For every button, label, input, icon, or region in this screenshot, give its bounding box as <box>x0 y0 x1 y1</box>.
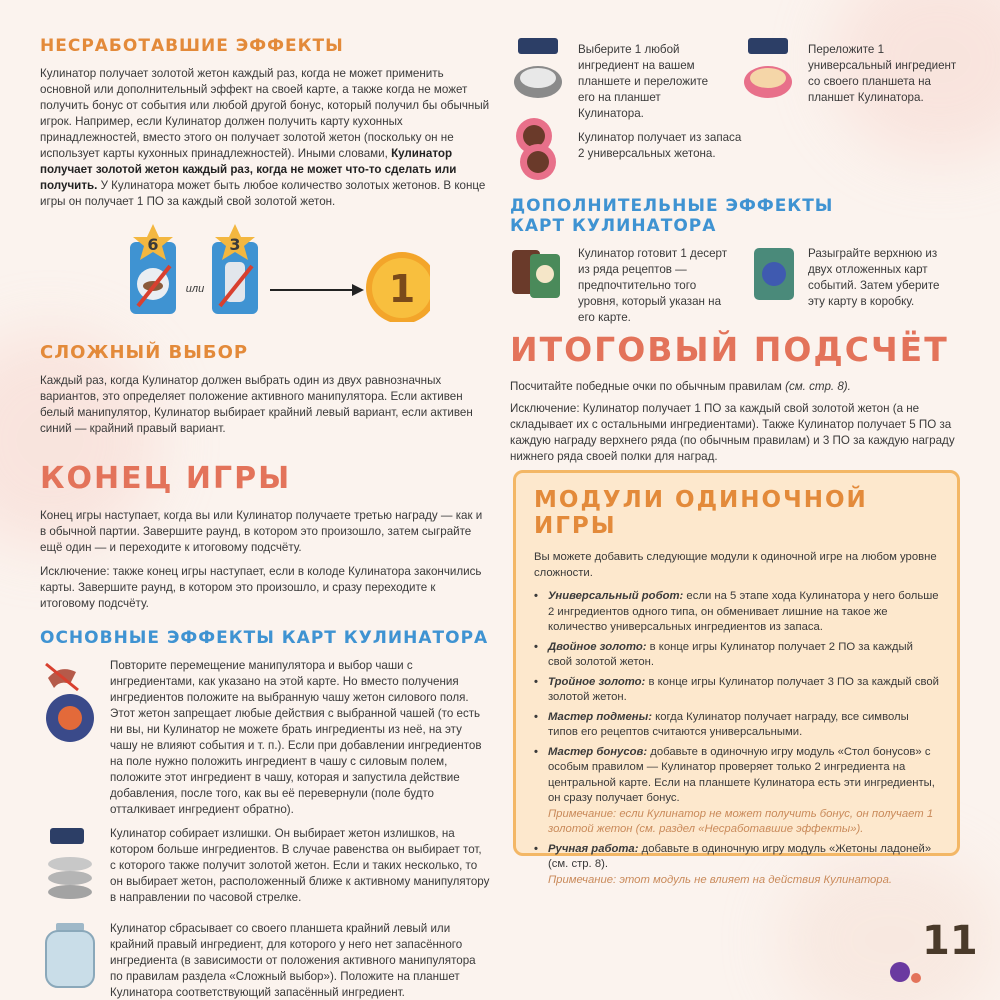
module-item <box>534 640 939 671</box>
solo-modules-title: МОДУЛИ ОДИНОЧНОЙ ИГРЫ <box>534 487 868 539</box>
module-item <box>534 589 939 636</box>
module-name: Двойное золото: <box>548 640 647 653</box>
manipulator-plate-icon <box>510 38 566 102</box>
module-text: добавьте в одиночную игру модуль «Жетоны ладоней» (см. стр. 8). <box>548 842 932 870</box>
universal-tokens-icon <box>510 116 566 186</box>
module-text: когда Кулинатор получает награду, все символы типов его рецептов считаются универсальными. <box>548 710 909 738</box>
text-span: У Кулинатора может быть любое количество золотых жетонов. В конце игры он получает 1 ПО за каждый свой золотой жетон. <box>40 179 486 208</box>
module-name: Мастер бонусов: <box>548 745 648 758</box>
top-effect-icon-1 <box>510 38 566 107</box>
unused-effects-title: НЕСРАБОТАВШИЕ ЭФФЕКТЫ <box>40 36 344 56</box>
token-decoration-icon <box>890 962 910 982</box>
token-core <box>527 151 549 173</box>
extra-effect-text-1: Кулинатор готовит 1 десерт из ряда рецептов — предпочтительно того уровня, который указан на его карте. <box>578 247 728 324</box>
main-effect-1 <box>40 658 490 818</box>
force-field-icon <box>40 658 100 749</box>
module-name: Мастер подмены: <box>548 710 652 723</box>
top-effect-text-3: Кулинатор получает из запаса 2 универсальных жетона. <box>578 131 742 160</box>
main-effect-3-text: Кулинатор сбрасывает со своего планшета крайний левый или крайний правый ингредиент, для которого у него нет запасённого ингредиента (в зависимости от положения активного манипулятора по правилам раздела «Сложный выбор»). Положите на планшет Кулинатора соответствующий запасённый ингредиент. <box>110 922 476 999</box>
or-label: или <box>185 283 205 295</box>
surplus-graphic <box>40 826 100 906</box>
extra-effect-text-2: Разыграйте верхнюю из двух отложенных карт событий. Затем уберите эту карту в коробку. <box>808 247 940 308</box>
jar-body <box>46 931 94 987</box>
solo-modules-panel <box>513 470 960 886</box>
dessert-cards-graphic <box>510 246 566 302</box>
force-field-graphic <box>40 658 100 744</box>
solo-modules-list <box>534 589 939 888</box>
extra-effects-title-2: КАРТ КУЛИНАТОРА <box>510 216 717 236</box>
gold-token-illustration <box>40 222 490 322</box>
main-effect-3 <box>40 921 490 1000</box>
manipulator-icon <box>748 38 788 54</box>
top-effects <box>510 38 960 188</box>
star-badge-number: 6 <box>147 235 159 254</box>
module-text: в конце игры Кулинатор получает 3 ПО за каждый свой золотой жетон. <box>548 675 939 703</box>
extra-effects-title-1: ДОПОЛНИТЕЛЬНЫЕ ЭФФЕКТЫ <box>510 196 834 216</box>
star-badge-number: 3 <box>229 235 241 254</box>
module-text: в конце игры Кулинатор получает 2 ПО за каждый свой золотой жетон. <box>548 640 913 668</box>
main-effect-1-text: Повторите перемещение манипулятора и выбор чаши с ингредиентами, как указано на этой карте. Но вместо получения ингредиентов положите на выбранную чашу жетон силового поля. Этот жетон запрещает любые действия с выбранной чашей (то есть ни вы, ни Кулинатор не можете брать ингредиенты из неё, на эту чашу не влияют события и т. п.). Если при добавлении ингредиентов на поле нужно положить ингредиент в чашу с силовым полем, положите этот ингредиент в чашу, которая и запустила действие добавления, после того, как вы её перевернули (поле будто отталкивает ингредиент обратно). <box>110 659 482 816</box>
main-effect-2 <box>40 826 490 911</box>
jar-graphic <box>40 921 100 991</box>
gold-coin-value: 1 <box>388 267 416 311</box>
manipulator-icon <box>518 38 558 54</box>
module-text: если на 5 этапе хода Кулинатора у него больше 2 ингредиентов одного типа, он обменивает лишние на такое же количество универсальных ингредиентов из запаса. <box>548 590 939 633</box>
top-effect-text-2: Переложите 1 универсальный ингредиент со своего планшета на планшет Кулинатора. <box>808 43 957 104</box>
module-item <box>534 710 939 741</box>
final-scoring-text-2: Исключение: Кулинатор получает 1 ПО за каждый свой золотой жетон (а не складывает их с остальными ингредиентами). Также Кулинатор получает 5 ПО за каждую награду верхнего ряда (по обычным правилам) и 3 ПО за каждую награду нижнего ряда своей полки для наград. <box>510 402 955 463</box>
jar-icon <box>40 921 100 996</box>
final-scoring-title: ИТОГОВЫЙ ПОДСЧЁТ <box>510 330 949 369</box>
manipulator-icon <box>50 828 84 844</box>
top-effect-text-1: Выберите 1 любой ингредиент на вашем планшете и переложите его на планшет Кулинатора. <box>578 43 709 120</box>
dessert-card-icon <box>510 246 566 307</box>
module-item <box>534 842 939 889</box>
game-end-title: КОНЕЦ ИГРЫ <box>40 461 292 496</box>
jar-lid <box>56 923 84 931</box>
event-card-graphic <box>752 246 796 302</box>
game-end-text-2: Исключение: также конец игры наступает, если в колоде Кулинатора закончились карты. Завершите раунд, в котором это произошло, и сразу переходите к итоговому подсчёту. <box>40 565 482 610</box>
hard-choice-title: СЛОЖНЫЙ ВЫБОР <box>40 342 249 363</box>
module-note: Примечание: если Кулинатор не может получить бонус, он получает 1 золотой жетон (см. раздел «Несработавшие эффекты»). <box>548 807 934 835</box>
module-note: Примечание: этот модуль не влияет на действия Кулинатора. <box>548 873 893 886</box>
chef-icon <box>536 265 554 283</box>
main-effect-2-text: Кулинатор собирает излишки. Он выбирает жетон излишков, на котором больше ингредиентов. В случае равенства он выбирает тот, с которого также получит золотой жетон. Если и таких несколько, то он выбирает жетон, расположенный ближе к активному манипулятору в направлении по часовой стрелке. <box>110 827 490 904</box>
token-core <box>523 125 545 147</box>
gold-token-diagram <box>130 222 430 322</box>
module-name: Универсальный робот: <box>548 590 684 602</box>
module-name: Тройное золото: <box>548 675 646 688</box>
arrow-head-icon <box>352 284 364 296</box>
page-ref: (см. стр. 8). <box>785 380 851 393</box>
solo-modules-intro: Вы можете добавить следующие модули к одиночной игре на любом уровне сложности. <box>534 551 937 579</box>
token-stack-icon <box>48 885 92 899</box>
token-stack-icon <box>48 871 92 885</box>
event-card-icon <box>752 246 796 307</box>
token-stack-icon <box>48 857 92 871</box>
token-decoration-icon <box>911 973 921 983</box>
right-column <box>510 38 960 465</box>
bold-text: Кулинатор получает золотой жетон каждый раз, когда не может что-то сделать или получить. <box>40 147 457 192</box>
plate-top <box>520 68 556 88</box>
event-symbol-icon <box>762 262 786 286</box>
text-span: Кулинатор получает золотой жетон каждый раз, когда не может применить основной или дополнительный эффект на своей карте, а также когда не может получить бонус от события или любой другой бонус, который получил бы обычный игрок. Например, если Кулинатор должен получить карту кухонных принадлежностей, вместо этого он получает золотой жетон (поскольку он не использует карты кухонных принадлежностей). Иными словами, <box>40 67 490 160</box>
main-effects-title: ОСНОВНЫЕ ЭФФЕКТЫ КАРТ КУЛИНАТОРА <box>40 628 489 648</box>
text-span: Посчитайте победные очки по обычным правилам <box>510 380 786 393</box>
top-effect-icon-3 <box>510 116 566 191</box>
module-item <box>534 675 939 706</box>
page-number: 11 <box>922 918 978 964</box>
module-text: добавьте в одиночную игру модуль «Стол бонусов» с особым правилом — Кулинатор проверяет только 2 ингредиента на центральной карте. Если на планшете Кулинатора есть эти ингредиенты, он сразу получает бонус. <box>548 745 935 804</box>
hard-choice-text: Каждый раз, когда Кулинатор должен выбрать один из двух равнозначных вариантов, это определяет положение активного манипулятора. Если активен белый манипулятор, Кулинатор выбирает крайний левый вариант, если активен синий — крайний правый вариант. <box>40 374 473 435</box>
manipulator-universal-icon <box>740 38 796 102</box>
module-name: Ручная работа: <box>548 842 639 855</box>
surplus-icon <box>40 826 100 911</box>
left-column <box>40 36 490 1000</box>
final-scoring-text-1 <box>510 379 960 395</box>
unused-effects-text <box>40 66 490 210</box>
orb-core <box>58 706 82 730</box>
top-effect-icon-2 <box>740 38 796 107</box>
module-item <box>534 745 939 838</box>
plate-top <box>750 68 786 88</box>
game-end-text-1: Конец игры наступает, когда вы или Кулинатор получаете третью награду — как и в обычной партии. Завершите раунд, в котором это произошло, затем сыграйте ещё один — и переходите к итоговому подсчёту. <box>40 509 483 554</box>
extra-effects <box>510 246 960 324</box>
